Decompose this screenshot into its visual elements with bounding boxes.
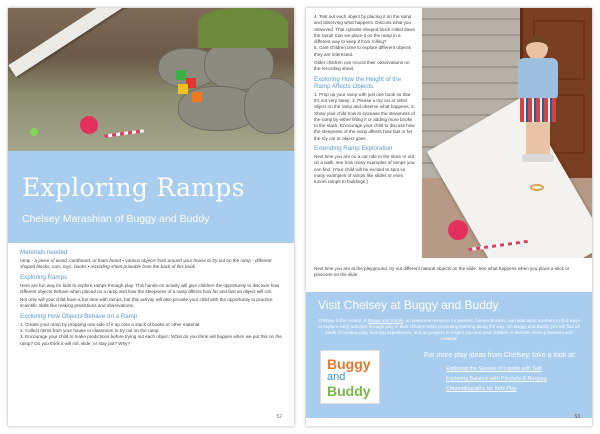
paragraph: 4. Test out each object by placing it on the ramp and observing what happens. Discuss what you observed. That cylinder-shaped block rolled down the ramp! Can we place it on the ramp in a different way to keep it from rolling? xyxy=(314,14,416,45)
child-legs xyxy=(526,122,550,156)
resource-link[interactable]: Chromatography for Kids Play xyxy=(446,386,517,392)
paragraph: 1. Prop up your ramp with just one book so that it's not very steep. 2. Please a toy car or other object on the ramp and observe what happens. 3. Show your child how to increase the steepness of the ramp by either lifting it or adding more books to the stack. Encourage your child to discuss how the steepness of the ramp affects how fast or far the toy car or object goes. xyxy=(314,91,415,141)
extending-heading: Extending Ramp Exploration xyxy=(314,145,393,153)
green-block xyxy=(176,70,186,80)
left-body xyxy=(20,246,282,347)
objects-behave-heading: Exploring How Objects Behave on a Ramp xyxy=(20,312,138,320)
paragraph: Next time you are on a car ride to the store or out on a walk, see how many examples of ramps you can find. (Your child will be excited to spot so many examples of ramps like slides or even tunnel ramps to buildings.) xyxy=(314,154,415,185)
logo-word: Buddy xyxy=(327,383,371,399)
buggy-and-buddy-logo xyxy=(320,350,380,404)
right-text-column xyxy=(314,14,416,186)
child-shorts xyxy=(520,98,556,122)
visit-band xyxy=(306,292,592,418)
visit-title: Visit Chelsey at Buggy and Buddy xyxy=(318,298,499,312)
materials-text: ramp - a piece of wood, cardboard, or foam board • various objects from around your house to try out on the ramp - different shaped blocks, cars, toys, books • recording sheet printable from the back of this book xyxy=(20,258,272,270)
straw xyxy=(104,129,144,138)
ramp-board xyxy=(8,8,141,77)
ramp-height-heading: Exploring How the Height of the Ramp Affects Objects xyxy=(314,75,402,90)
ring-toy xyxy=(530,184,544,191)
exploring-ramps-heading: Exploring Ramps xyxy=(20,273,68,281)
ramp-photo xyxy=(8,8,294,151)
more-play-text: For more play ideas from Chelsey, take a look at: xyxy=(424,352,576,359)
child-shirt xyxy=(518,58,558,100)
paragraph: Next time you are at the playground, try out different natural objects on the slide. See what happens when you place a stick or pinecone on the slide. xyxy=(314,266,570,278)
stone xyxy=(244,78,294,134)
resource-link[interactable]: Exploring Balance with Pinchels & Recipes xyxy=(446,376,547,382)
child-shoes xyxy=(522,154,554,162)
resource-link[interactable]: Exploring the Senses of Liquids with Salt xyxy=(446,366,542,372)
page-number: 53 xyxy=(574,414,580,420)
yarn-ball xyxy=(80,116,98,134)
plant xyxy=(198,8,288,48)
child-head xyxy=(526,36,548,60)
yellow-block xyxy=(178,84,188,94)
orange-block xyxy=(192,92,202,102)
paragraph: Older children can record their observations on the recording sheet. xyxy=(314,60,410,72)
logo-word: and xyxy=(327,371,346,383)
yarn-ball xyxy=(448,220,468,240)
title-band xyxy=(8,151,294,243)
bio-text: Chelsey is the creator of Buggy and Buddy, an awesome resource for parents, homeschoolers, and education teachers to find ways to explore early activities through play in their children while promoting learning along the way. On Buggy and Buddy you will find all kinds of creative play, learning experiences, and art projects to inspire you and your children to become lifelong learners and creative! xyxy=(318,318,580,341)
step: 2. Collect items from your house or classroom to try out on the ramp. xyxy=(20,328,160,334)
left-page xyxy=(8,8,294,426)
buggy-and-buddy-link[interactable]: Buggy and Buddy xyxy=(367,318,404,323)
paragraph: Not only will your child have a fun time with ramps, but this activity will also provide your child with the opportunity to practice scientific skills like making predictions and observations. xyxy=(20,297,273,309)
playground-paragraph xyxy=(314,264,586,279)
page-number: 52 xyxy=(276,414,282,420)
right-page xyxy=(306,8,592,426)
page-subtitle: Chelsey Marashian of Buggy and Buddy xyxy=(22,213,210,225)
child-slide-photo xyxy=(422,8,592,258)
paragraph: 5. Give children time to explore different objects they are interested. xyxy=(314,45,411,57)
page-title: Exploring Ramps xyxy=(22,173,245,202)
materials-heading: Materials needed xyxy=(20,249,68,256)
paragraph: Here are fun way for kids to explore ramps through play. This hands-on activity will give children the opportunity to discover how different objects behave when placed on a ramp and how the steepness of a ramp affects how far and fast an object will roll. xyxy=(20,282,280,294)
logo-word: Buggy xyxy=(327,356,371,372)
step: 3. Encourage your child to make predictions before trying out each object. What do you think will happen when we put this on the ramp? Do you think it will roll, slide, or stay put? Why? xyxy=(20,334,282,346)
step: 1. Create your ramp by propping one side of it up onto a stack of books or other material. xyxy=(20,321,201,327)
green-ball xyxy=(30,128,38,136)
